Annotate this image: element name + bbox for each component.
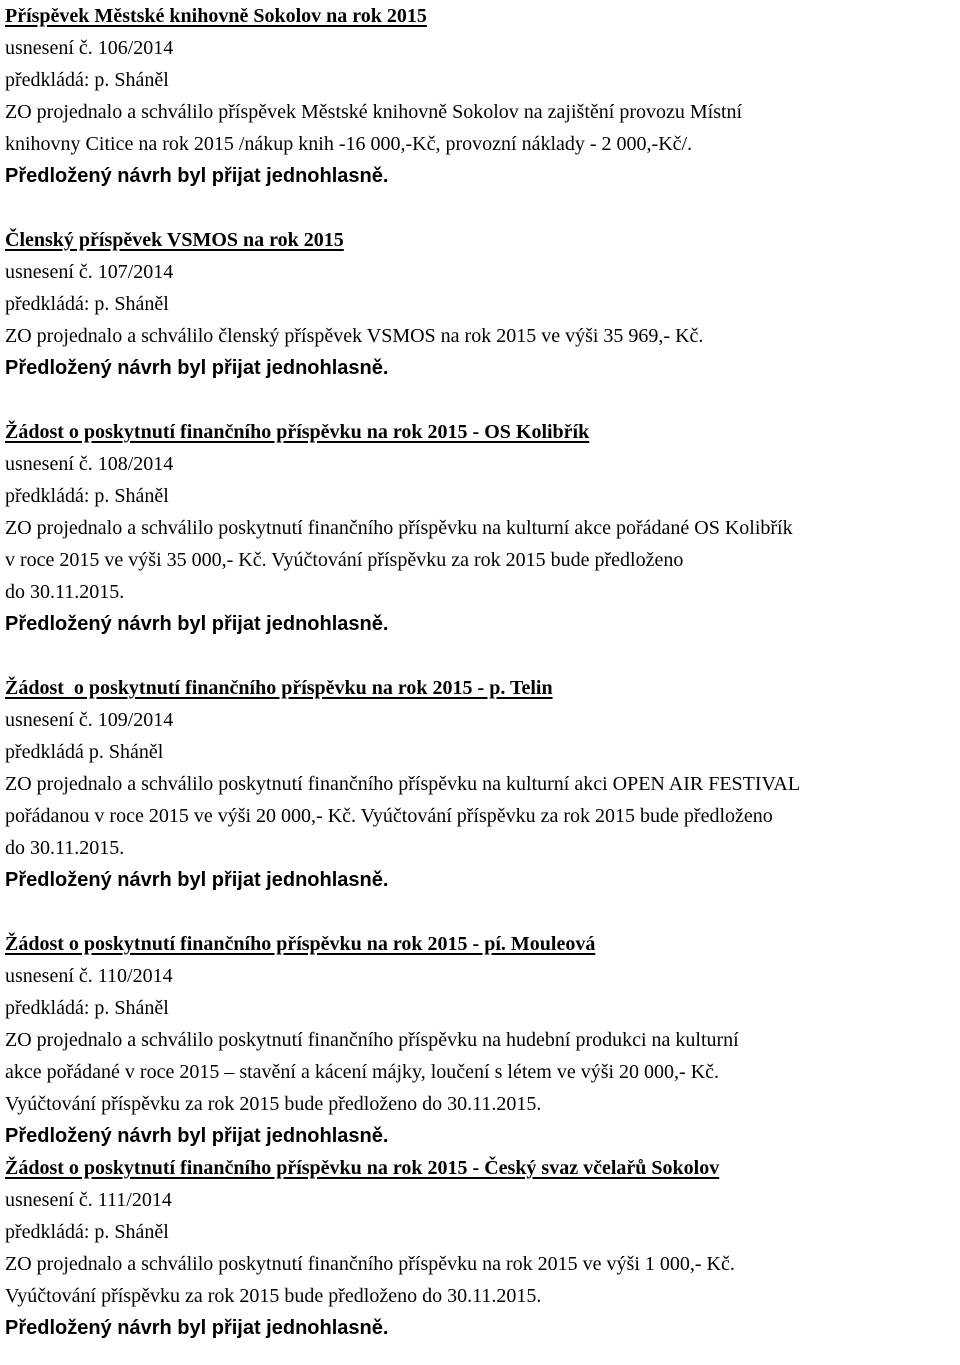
body-line: ZO projednalo a schválilo poskytnutí finančního příspěvku na rok 2015 ve výši 1 000,- Kč. [5, 1253, 735, 1275]
section-knihovna [5, 0, 957, 192]
body-line: do 30.11.2015. [5, 581, 125, 603]
section-title: Žádost o poskytnutí finančního příspěvku na rok 2015 - p. Telin [5, 677, 553, 699]
presenter: předkládá: p. Sháněl [5, 997, 169, 1019]
body-line: knihovny Citice na rok 2015 /nákup knih -16 000,-Kč, provozní náklady - 2 000,-Kč/. [5, 133, 693, 155]
presenter: předkládá: p. Sháněl [5, 69, 169, 91]
section-spacer [5, 640, 957, 672]
section-kolibrik [5, 416, 957, 640]
resolution-number: usnesení č. 110/2014 [5, 965, 173, 987]
section-vcelari [5, 1152, 957, 1344]
section-vsmos [5, 224, 957, 384]
presenter: předkládá: p. Sháněl [5, 1221, 169, 1243]
vote-result: Předložený návrh byl přijat jednohlasně. [5, 613, 389, 635]
vote-result: Předložený návrh byl přijat jednohlasně. [5, 1125, 389, 1147]
section-spacer [5, 192, 957, 224]
resolution-number: usnesení č. 111/2014 [5, 1189, 172, 1211]
section-title: Žádost o poskytnutí finančního příspěvku na rok 2015 - pí. Mouleová [5, 933, 596, 955]
section-title: Příspěvek Městské knihovně Sokolov na rok 2015 [5, 5, 427, 27]
body-line: akce pořádané v roce 2015 – stavění a kácení májky, loučení s létem ve výši 20 000,- Kč. [5, 1061, 720, 1083]
body-line: ZO projednalo a schválilo členský příspěvek VSMOS na rok 2015 ve výši 35 969,- Kč. [5, 325, 704, 347]
body-line: ZO projednalo a schválilo příspěvek Městské knihovně Sokolov na zajištění provozu Místní [5, 101, 743, 123]
section-title: Žádost o poskytnutí finančního příspěvku na rok 2015 - OS Kolibřík [5, 421, 590, 443]
presenter: předkládá: p. Sháněl [5, 485, 169, 507]
presenter: předkládá: p. Sháněl [5, 293, 169, 315]
body-line: v roce 2015 ve výši 35 000,- Kč. Vyúčtování příspěvku za rok 2015 bude předloženo [5, 549, 684, 571]
section-title: Žádost o poskytnutí finančního příspěvku na rok 2015 - Český svaz včelařů Sokolov [5, 1157, 720, 1179]
resolution-number: usnesení č. 107/2014 [5, 261, 174, 283]
resolution-number: usnesení č. 109/2014 [5, 709, 174, 731]
section-spacer [5, 896, 957, 928]
resolution-number: usnesení č. 106/2014 [5, 37, 174, 59]
resolution-number: usnesení č. 108/2014 [5, 453, 174, 475]
body-line: do 30.11.2015. [5, 837, 125, 859]
vote-result: Předložený návrh byl přijat jednohlasně. [5, 165, 389, 187]
vote-result: Předložený návrh byl přijat jednohlasně. [5, 869, 389, 891]
body-line: pořádanou v roce 2015 ve výši 20 000,- Kč. Vyúčtování příspěvku za rok 2015 bude předloženo [5, 805, 773, 827]
body-line: Vyúčtování příspěvku za rok 2015 bude předloženo do 30.11.2015. [5, 1093, 542, 1115]
vote-result: Předložený návrh byl přijat jednohlasně. [5, 1317, 389, 1339]
body-line: ZO projednalo a schválilo poskytnutí finančního příspěvku na kulturní akci OPEN AIR FESTIVAL [5, 773, 801, 795]
section-spacer [5, 384, 957, 416]
body-line: ZO projednalo a schválilo poskytnutí finančního příspěvku na hudební produkci na kulturní [5, 1029, 739, 1051]
body-line: ZO projednalo a schválilo poskytnutí finančního příspěvku na kulturní akce pořádané OS Kolibřík [5, 517, 793, 539]
document-page [5, 0, 957, 1344]
presenter: předkládá p. Sháněl [5, 741, 164, 763]
section-title: Členský příspěvek VSMOS na rok 2015 [5, 229, 344, 251]
body-line: Vyúčtování příspěvku za rok 2015 bude předloženo do 30.11.2015. [5, 1285, 542, 1307]
section-mouleova [5, 928, 957, 1152]
section-telin [5, 672, 957, 896]
vote-result: Předložený návrh byl přijat jednohlasně. [5, 357, 389, 379]
